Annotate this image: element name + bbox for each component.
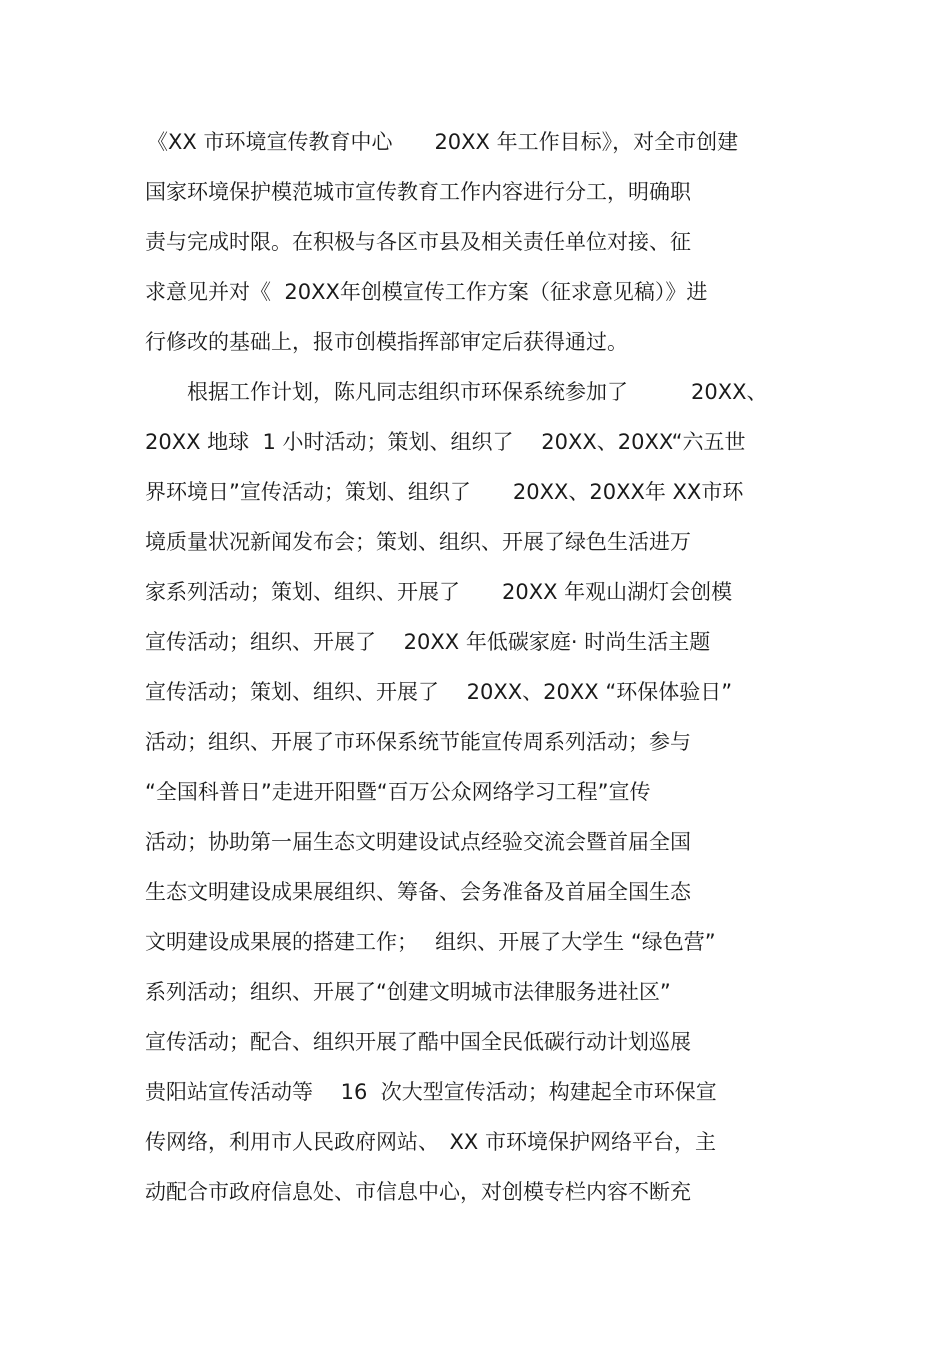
- text-line-8: 界环境日”宣传活动；策划、组织了 20XX、20XX年 XX市环: [145, 480, 744, 504]
- text-line-1: 《XX 市环境宣传教育中心 20XX 年工作目标》，对全市创建: [147, 130, 739, 154]
- text-line-10: 家系列活动；策划、组织、开展了 20XX 年观山湖灯会创模: [145, 580, 733, 604]
- text-line-17: 文明建设成果展的搭建工作； 组织、开展了大学生 “绿色营”: [145, 930, 716, 954]
- text-line-18: 系列活动；组织、开展了“创建文明城市法律服务进社区”: [145, 980, 671, 1004]
- text-line-11: 宣传活动；组织、开展了 20XX 年低碳家庭· 时尚生活主题: [145, 630, 711, 654]
- text-line-6: 根据工作计划，陈凡同志组织市环保系统参加了 20XX、: [145, 380, 768, 404]
- text-line-4: 求意见并对《 20XX年创模宣传工作方案（征求意见稿）》进: [145, 280, 708, 304]
- text-line-19: 宣传活动；配合、组织开展了酷中国全民低碳行动计划巡展: [145, 1030, 691, 1054]
- text-line-22: 动配合市政府信息处、市信息中心，对创模专栏内容不断充: [145, 1180, 691, 1204]
- text-line-12: 宣传活动；策划、组织、开展了 20XX、20XX “环保体验日”: [145, 680, 733, 704]
- text-line-5: 行修改的基础上，报市创模指挥部审定后获得通过。: [145, 330, 628, 354]
- text-line-13: 活动；组织、开展了市环保系统节能宣传周系列活动；参与: [145, 730, 691, 754]
- text-line-16: 生态文明建设成果展组织、筹备、会务准备及首届全国生态: [145, 880, 691, 904]
- text-line-7: 20XX 地球 1 小时活动；策划、组织了 20XX、20XX“六五世: [145, 430, 746, 454]
- text-line-9: 境质量状况新闻发布会；策划、组织、开展了绿色生活进万: [145, 530, 691, 554]
- text-line-2: 国家环境保护模范城市宣传教育工作内容进行分工，明确职: [145, 180, 691, 204]
- text-line-20: 贵阳站宣传活动等 16 次大型宣传活动；构建起全市环保宣: [145, 1080, 717, 1104]
- text-line-3: 责与完成时限。在积极与各区市县及相关责任单位对接、征: [145, 230, 691, 254]
- text-line-15: 活动；协助第一届生态文明建设试点经验交流会暨首届全国: [145, 830, 691, 854]
- text-line-14: “全国科普日”走进开阳暨“百万公众网络学习工程”宣传: [145, 780, 651, 804]
- text-line-21: 传网络，利用市人民政府网站、 XX 市环境保护网络平台，主: [145, 1130, 716, 1154]
